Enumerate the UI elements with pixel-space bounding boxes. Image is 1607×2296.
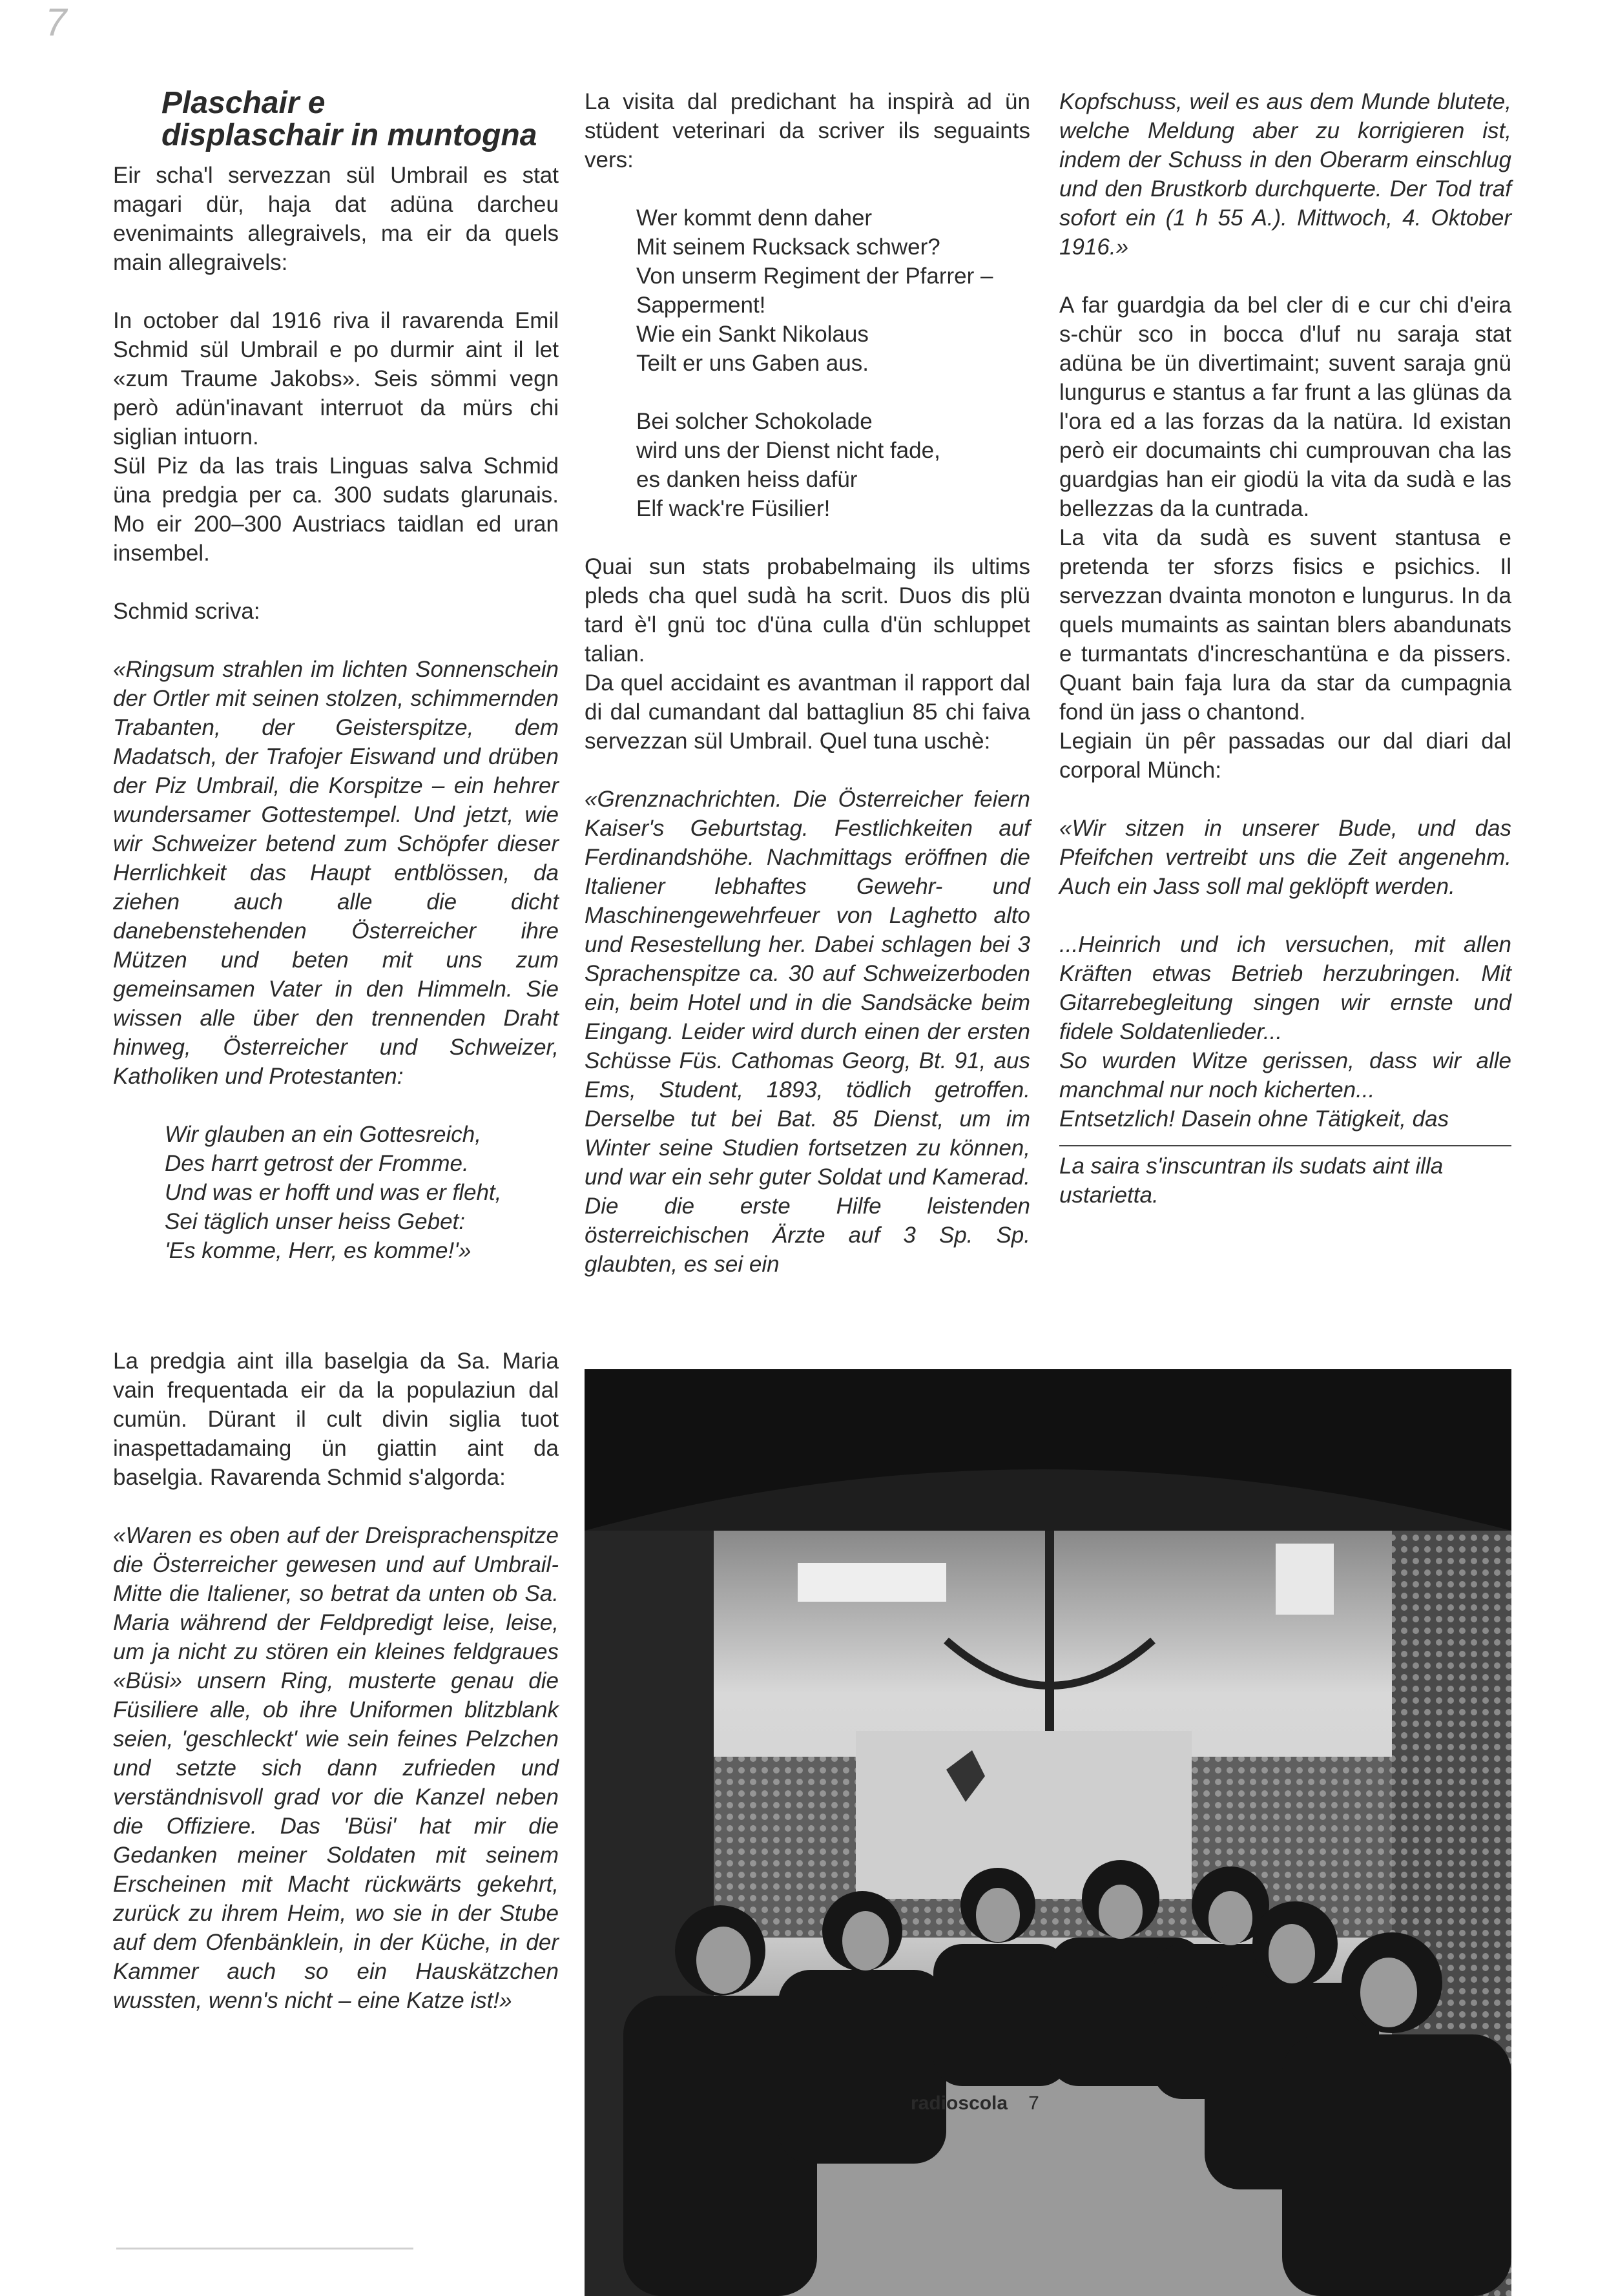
paragraph: Schmid scriva: <box>113 599 260 624</box>
page-footer <box>911 2093 1039 2115</box>
page-number: 7 <box>1028 2093 1039 2114</box>
paragraph: Bei solcher Schokolade wird uns der Dienst nicht fade, es danken heiss dafür Elf wack're Füsilier! <box>636 409 940 521</box>
column-4 <box>113 1347 559 2044</box>
column-3 <box>1059 87 1511 1239</box>
paragraph: Sül Piz da las trais Linguas salva Schmid üna predgia per ca. 300 sudats glarunais. Mo eir 200–300 Austriacs taidlan ed uran insembel. <box>113 453 559 566</box>
paragraph: Quai sun stats probabelmaing ils ultims pleds cha quel sudà ha scrit. Duos dis plü tard è'l gnü toc d'üna culla d'ün schluppet talian. <box>585 554 1030 667</box>
paragraph: Legiain ün pêr passadas our dal diari dal corporal Münch: <box>1059 729 1511 783</box>
photo-caption: La saira s'inscuntran ils sudats aint illa ustarietta. <box>1059 1153 1444 1208</box>
paragraph: «Ringsum strahlen im lichten Sonnenschein der Ortler mit seinen stolzen, schimmernden Trabanten, der Geisterspitze, dem Madatsch, der Trafojer Eiswand und drüben der Piz Umbrail, die Korspitze – ein hehrer wundersamer Gottestempel. Und jetzt, wie wir Schweizer betend zum Schöpfer dieser Herrlichkeit das Haupt entblössen, da ziehen auch alle die dicht danebenstehenden Österreicher ihre Mützen und beten mit uns zum gemeinsamen Vater in den Himmeln. Sie wissen alle über den trennenden Draht hinweg, Österreicher und Schweizer, Katholiken und Protestanten: <box>113 657 559 1089</box>
article-title: Plaschair e displaschair in muntogna <box>161 86 537 152</box>
paragraph: La predgia aint illa baselgia da Sa. Maria vain frequentada eir da la populaziun dal cumün. Dürant il cult divin siglia tuot inaspettadamaing ün giattin aint da baselgia. Ravarenda Schmid s'algorda: <box>113 1349 559 1490</box>
paragraph: La visita dal predichant ha inspirà ad ün stüdent veterinari da scriver ils seguaints vers: <box>585 89 1030 172</box>
page-corner-mark: 7 <box>45 1 67 44</box>
paragraph: «Waren es oben auf der Dreisprachenspitze die Österreicher gewesen und auf Umbrail-Mitte die Italiener, so betrat da unten ob Sa. Maria während der Feldpredigt leise, leise, um ja nicht zu stören ein kleines feldgraues «Büsi» unsern Ring, musterte genau die Füsiliere alle, ob ihre Uniformen blitzblank seien, 'geschleckt' wie sein feines Pelzchen und setzte sich dann zufrieden und verständnisvoll grad vor die Kanzel neben die Offiziere. Das 'Büsi' hat mir die Gedanken meiner Soldaten mit seinem Erscheinen mit Macht rückwärts gekehrt, zurück zu ihrem Heim, wo sie in der Stube auf dem Ofenbänklein, in der Küche, in der Kammer auch so ein Hauskätzchen wussten, wenn's nicht – eine Katze ist!» <box>113 1523 559 2013</box>
column-2 <box>585 87 1030 1308</box>
footer-brand: radioscola <box>911 2093 1008 2114</box>
column-1-paragraphs <box>113 161 559 1265</box>
caption-divider <box>1059 1145 1511 1146</box>
paragraph: Wer kommt denn daher Mit seinem Rucksack schwer? Von unserm Regiment der Pfarrer – Sapperment! Wie ein Sankt Nikolaus Teilt er uns Gaben aus. <box>636 205 993 376</box>
paragraph: ...Heinrich und ich versuchen, mit allen Kräften etwas Betrieb herzubringen. Mit Gitarrebegleitung singen wir ernste und fidele Soldatenlieder... So wurden Witze gerissen, dass wir alle manchmal nur noch kicherten... Entsetzlich! Dasein ohne Tätigkeit, das <box>1059 932 1511 1132</box>
bottom-edge-line <box>116 2248 413 2249</box>
paragraph: Da quel accidaint es avantman il rapport dal di dal cumandant dal battagliun 85 chi faiva servezzan sül Umbrail. Quel tuna uschè: <box>585 670 1030 754</box>
paragraph: In october dal 1916 riva il ravarenda Emil Schmid sül Umbrail e po durmir aint il let «zum Traume Jakobs». Seis sömmi vegn però adün'inavant interruot da mürs chi siglian intuorn. <box>113 308 559 450</box>
paragraph: Kopfschuss, weil es aus dem Munde blutete, welche Meldung aber zu korrigieren ist, indem der Schuss in den Oberarm einschlug und den Brustkorb durchquerte. Der Tod traf sofort ein (1 h 55 A.). Mittwoch, 4. Oktober 1916.» <box>1059 89 1511 260</box>
paragraph: «Grenznachrichten. Die Österreicher feiern Kaiser's Geburtstag. Festlichkeiten auf Ferdinandshöhe. Nachmittags eröffnen die Italiener lebhaftes Gewehr- und Maschinengewehrfeuer von Laghetto alto und Resestellung her. Dabei schlagen bei 3 Sprachenspitze ca. 30 auf Schweizerboden ein, beim Hotel und in die Sandsäcke beim Eingang. Leider wird durch einen der ersten Schüsse Füs. Cathomas Georg, Bt. 91, aus Ems, Student, 1893, tödlich getroffen. Derselbe tut bei Bat. 85 Dienst, um im Winter seine Studien fortsetzen zu können, und war ein sehr guter Soldat und Kamerad. Die die erste Hilfe leistenden österreichischen Ärzte auf 3 Sp. Sp. glaubten, es sei ein <box>585 787 1030 1277</box>
paragraph: La vita da sudà es suvent stantusa e pretenda ter sforzs fisics e psichics. Il servezzan dvainta monoton e lungurus. In da quels mumaints as saintan blers abandunats e turmantats d'increschantüna e da pissers. Quant bain faja lura da star da cumpagnia fond ün jass o chantond. <box>1059 525 1511 725</box>
paragraph: A far guardgia da bel cler di e cur chi d'eira s-chür sco in bocca d'luf nu saraja stat adüna be ün divertimaint; suvent saraja gnü lungurus e stantus a far frunt a las glünas da l'ora ed a las forzas da la natüra. Id existan però eir documaints chi cumprouvan cha las guardgias han eir giodü la vita da sudà e las bellezzas da la cuntrada. <box>1059 293 1511 521</box>
paragraph: Eir scha'l servezzan sül Umbrail es stat magari dür, haja dat adüna darcheu evenimaints allegraivels, ma eir da quels main allegraivels: <box>113 163 559 275</box>
paragraph: «Wir sitzen in unserer Bude, und das Pfeifchen vertreibt uns die Zeit angenehm. Auch ein Jass soll mal geklöpft werden. <box>1059 816 1511 899</box>
soldiers-tavern-photo <box>585 1369 1511 2296</box>
column-3-paragraphs <box>1059 87 1511 1133</box>
column-1 <box>113 87 559 1294</box>
paragraph: Wir glauben an ein Gottesreich, Des harrt getrost der Fromme. Und was er hofft und was er fleht, Sei täglich unser heiss Gebet: 'Es komme, Herr, es komme!'» <box>165 1122 502 1263</box>
